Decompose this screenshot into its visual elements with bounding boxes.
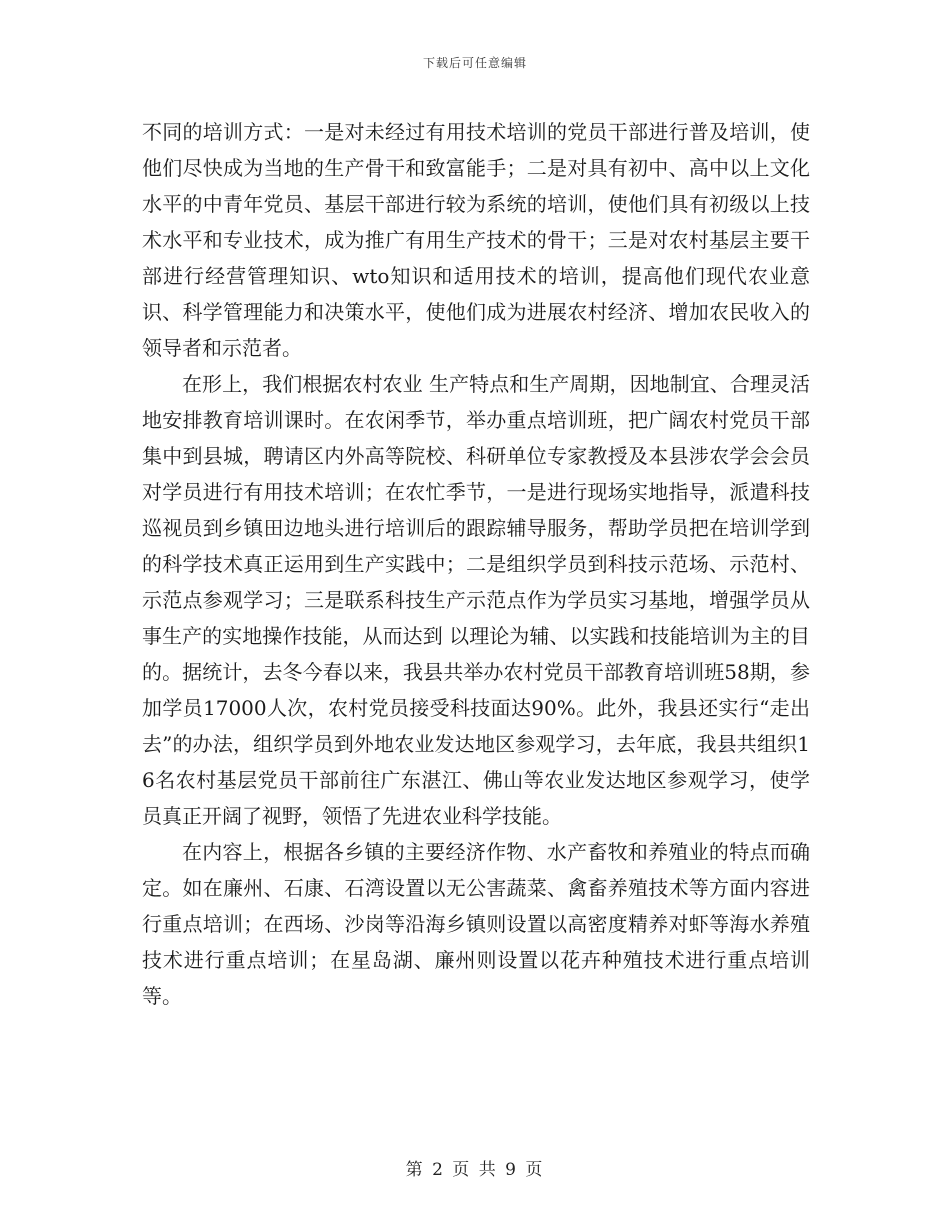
paragraph-2: 在形上，我们根据农村农业 生产特点和生产周期，因地制宜、合理灵活地安排教育培训课时。在农闲季节，举办重点培训班，把广阔农村党员干部集中到县城，聘请区内外高等院校、科研单位专家教授及本县涉农学会会员对学员进行有用技术培训；在农忙季节，一是进行现场实地指导，派遣科技巡视员到乡镇田边地头进行培训后的跟踪辅导服务，帮助学员把在培训学到的科学技术真正运用到生产实践中；二是组织学员到科技示范场、示范村、示范点参观学习；三是联系科技生产示范点作为学员实习基地，增强学员从事生产的实地操作技能，从而达到 以理论为辅、以实践和技能培训为主的目的。据统计，去冬今春以来，我县共举办农村党员干部教育培训班58期，参加学员17000人次，农村党员接受科技面达90%。此外，我县还实行“走出去”的办法，组织学员到外地农业发达地区参观学习，去年底，我县共组织16名农村基层党员干部前往广东湛江、佛山等农业发达地区参观学习，使学员真正开阔了视野，领悟了先进农业科学技能。 (142, 372, 810, 828)
paragraph-3: 在内容上，根据各乡镇的主要经济作物、水产畜牧和养殖业的特点而确定。如在廉州、石康、石湾设置以无公害蔬菜、禽畜养殖技术等方面内容进行重点培训；在西场、沙岗等沿海乡镇则设置以高密度精养对虾等海水养殖技术进行重点培训；在星岛湖、廉州则设置以花卉种殖技术进行重点培训等。 (142, 840, 810, 1008)
paragraph-1: 不同的培训方式：一是对未经过有用技术培训的党员干部进行普及培训，使他们尽快成为当地的生产骨干和致富能手；二是对具有初中、高中以上文化水平的中青年党员、基层干部进行较为系统的培训，使他们具有初级以上技术水平和专业技术，成为推广有用生产技术的骨干；三是对农村基层主要干部进行经营管理知识、wto知识和适用技术的培训，提高他们现代农业意识、科学管理能力和决策水平，使他们成为进展农村经济、增加农民收入的领导者和示范者。 (142, 120, 810, 360)
page-header: 下载后可任意编辑 (422, 56, 527, 70)
page-footer: 第 2 页 共 9 页 (405, 1160, 545, 1180)
document-body (142, 114, 810, 1014)
